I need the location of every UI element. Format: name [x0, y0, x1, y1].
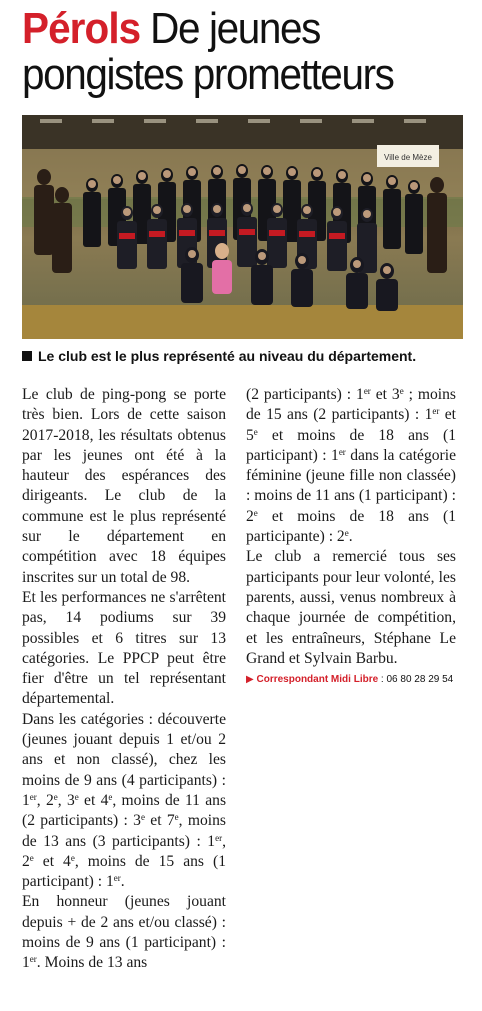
headline: [22, 6, 436, 98]
caption-text: Le club est le plus représenté au niveau du département.: [38, 348, 417, 364]
photo-caption: [22, 347, 472, 365]
headline-title: De jeunes pongistes prometteurs: [22, 4, 394, 99]
article-paragraph: (2 participants) : 1er et 3e ; moins de 15 ans (2 participants) : 1er et 5e et moins de 18 ans (1 participant) : 1er dans la catégorie féminine (jeune fille non classée) : moins de 11 ans (1 participant) : 2e et moins de 18 ans (1 participante) : 2e.: [246, 386, 457, 546]
article-paragraph: Le club de ping-pong se porte très bien. Lors de cette saison 2017-2018, les résultats obtenus par les jeunes ont été à la hauteur des espérances des dirigeants. Le club de la commune est le plus représenté sur le département en compétition avec 18 équipes inscrites sur un total de 98.: [22, 386, 226, 586]
article-paragraph: Et les performances ne s'arrêtent pas, 14 podiums sur 39 possibles et 6 titres sur 13 catégories. Le PPCP peut être fier d'être un tel représentant départemental.: [22, 588, 226, 708]
article-column-left: [22, 385, 226, 974]
headline-town: Pérols: [22, 4, 141, 53]
article-paragraph: En honneur (jeunes jouant depuis + de 2 ans et/ou classé) : moins de 9 ans (1 participant) : 1er. Moins de 13 ans: [22, 893, 226, 972]
triangle-right-icon: ▶: [246, 674, 254, 686]
team-photo: [22, 115, 463, 339]
article-column-right: [246, 385, 456, 687]
photo-sign: Ville de Mèze: [384, 153, 432, 162]
article-paragraph: Dans les catégories : découverte (jeunes jouant depuis 1 et/ou 2 ans et non classé), chez les moins de 9 ans (4 participants) : 1er, 2e, 3e et 4e, moins de 11 ans (2 participants) : 3e et 7e, moins de 13 ans (3 participants) : 1er, 2e et 4e, moins de 15 ans (1 participant) : 1er.: [22, 710, 227, 891]
byline-phone: 06 80 28 29 54: [386, 674, 454, 686]
article-paragraph: Le club a remercié tous ses participants pour leur volonté, les parents, aussi, venus nombreux à chaque journée de compétition, et les entraîneurs, Stéphane Le Grand et Sylvain Barbu.: [246, 548, 456, 667]
caption-square-icon: [22, 351, 32, 361]
byline-label: Correspondant Midi Libre: [256, 674, 379, 686]
byline-separator: :: [378, 674, 387, 686]
byline: [246, 673, 456, 687]
